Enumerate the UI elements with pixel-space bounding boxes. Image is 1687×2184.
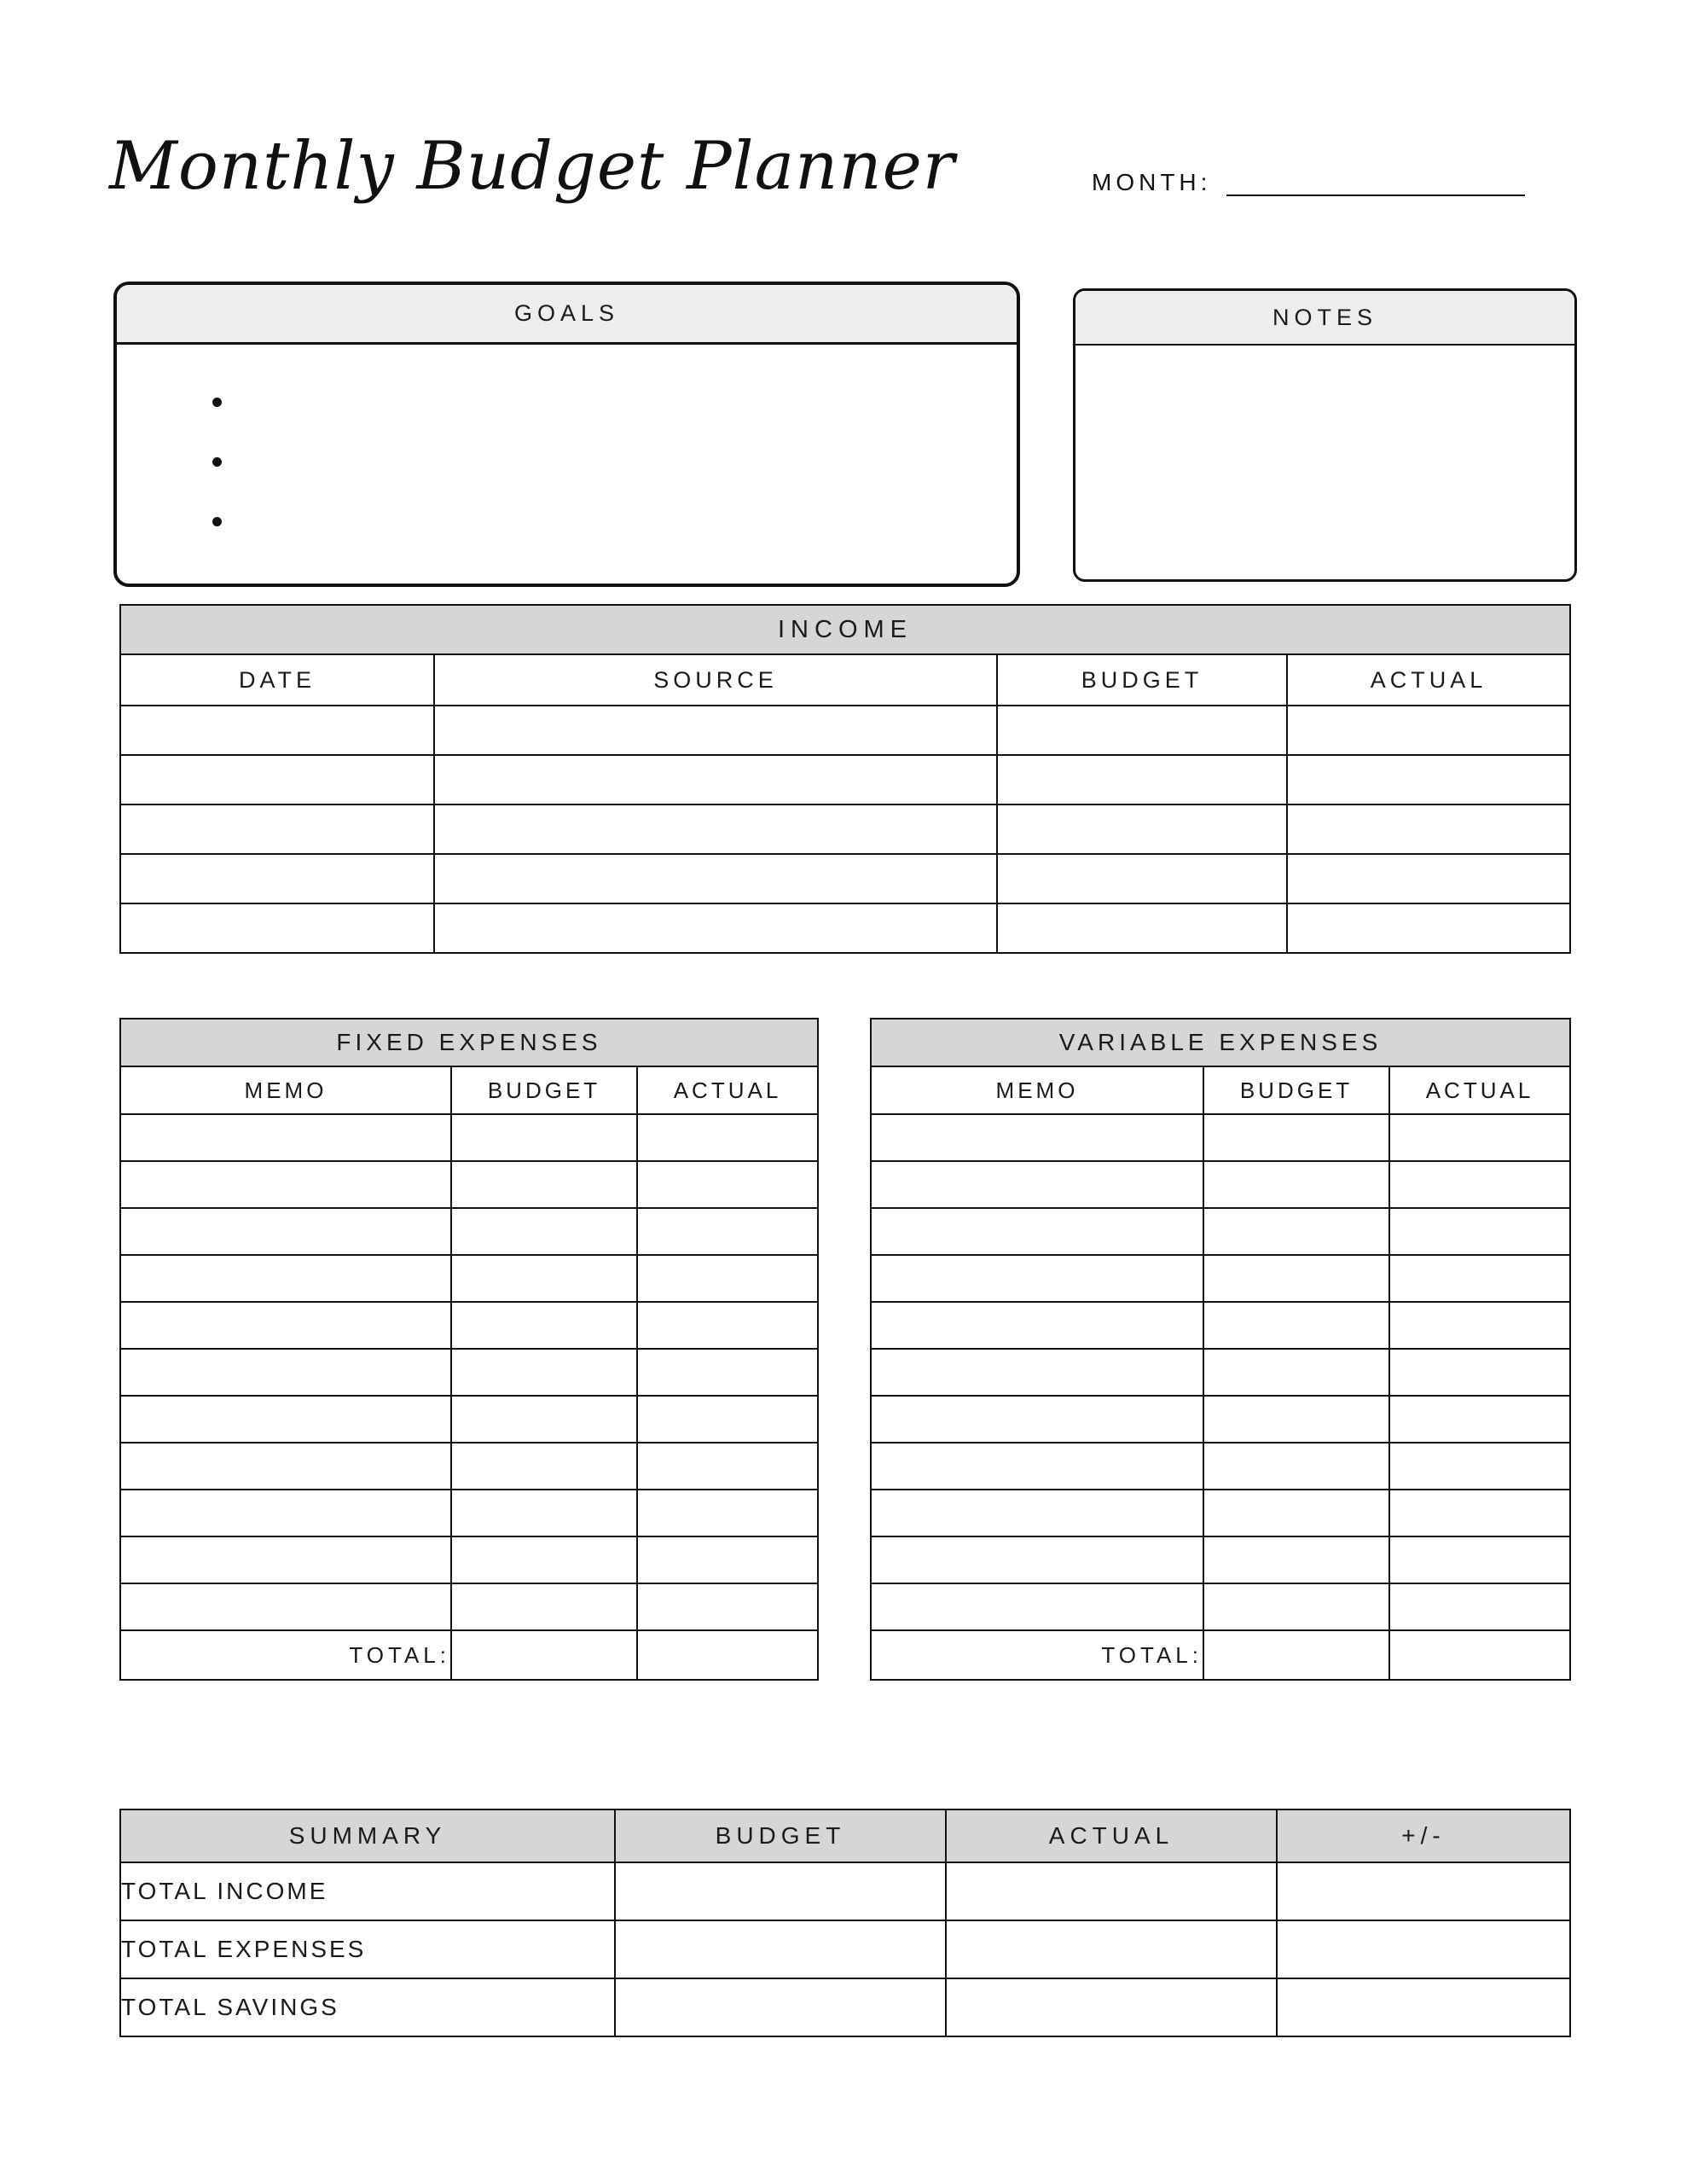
fixed-cell-actual[interactable]	[637, 1161, 818, 1208]
fixed-cell-budget[interactable]	[451, 1443, 637, 1490]
variable-expenses-banner: VARIABLE EXPENSES	[871, 1019, 1570, 1066]
income-cell-source[interactable]	[434, 706, 997, 755]
table-row	[871, 1349, 1570, 1396]
table-row	[120, 854, 1570, 903]
income-cell-actual[interactable]	[1287, 804, 1570, 854]
table-row	[120, 1443, 818, 1490]
bullet-icon	[212, 398, 222, 407]
table-row	[120, 1583, 818, 1630]
income-banner: INCOME	[120, 605, 1570, 654]
income-cell-date[interactable]	[120, 706, 434, 755]
fixed-cell-actual[interactable]	[637, 1114, 818, 1161]
variable-expenses-total-row	[871, 1630, 1570, 1680]
summary-cell-budget[interactable]	[615, 1920, 946, 1978]
fixed-cell-memo[interactable]	[120, 1536, 451, 1583]
summary-cell-budget[interactable]	[615, 1978, 946, 2036]
fixed-cell-memo[interactable]	[120, 1490, 451, 1536]
fixed-total-actual[interactable]	[637, 1630, 818, 1680]
fixed-cell-memo[interactable]	[120, 1208, 451, 1255]
variable-cell-budget[interactable]	[1203, 1255, 1389, 1302]
fixed-cell-budget[interactable]	[451, 1396, 637, 1443]
summary-cell-diff[interactable]	[1277, 1920, 1570, 1978]
fixed-cell-actual[interactable]	[637, 1396, 818, 1443]
variable-cell-actual[interactable]	[1389, 1302, 1570, 1349]
fixed-col-memo: MEMO	[120, 1066, 451, 1114]
variable-cell-memo[interactable]	[871, 1255, 1203, 1302]
income-cell-date[interactable]	[120, 804, 434, 854]
variable-expenses-table	[870, 1018, 1571, 1681]
goals-panel	[113, 282, 1020, 587]
variable-total-actual[interactable]	[1389, 1630, 1570, 1680]
fixed-cell-memo[interactable]	[120, 1114, 451, 1161]
income-col-budget: BUDGET	[997, 654, 1287, 706]
income-cell-budget[interactable]	[997, 804, 1287, 854]
variable-cell-budget[interactable]	[1203, 1396, 1389, 1443]
income-cell-source[interactable]	[434, 854, 997, 903]
table-row	[871, 1208, 1570, 1255]
summary-col-diff: +/-	[1277, 1809, 1570, 1862]
summary-cell-actual[interactable]	[946, 1920, 1277, 1978]
summary-cell-diff[interactable]	[1277, 1978, 1570, 2036]
table-row	[120, 1862, 1570, 1920]
income-cell-actual[interactable]	[1287, 755, 1570, 804]
notes-input[interactable]	[1075, 346, 1574, 567]
variable-col-actual: ACTUAL	[1389, 1066, 1570, 1114]
fixed-cell-memo[interactable]	[120, 1396, 451, 1443]
fixed-cell-budget[interactable]	[451, 1208, 637, 1255]
fixed-expenses-table	[119, 1018, 819, 1681]
income-col-actual: ACTUAL	[1287, 654, 1570, 706]
goals-list	[117, 345, 1017, 551]
fixed-cell-memo[interactable]	[120, 1583, 451, 1630]
income-header-row	[120, 654, 1570, 706]
fixed-cell-actual[interactable]	[637, 1490, 818, 1536]
variable-cell-budget[interactable]	[1203, 1490, 1389, 1536]
fixed-cell-actual[interactable]	[637, 1443, 818, 1490]
table-row	[871, 1396, 1570, 1443]
variable-cell-memo[interactable]	[871, 1114, 1203, 1161]
variable-cell-memo[interactable]	[871, 1443, 1203, 1490]
table-row	[871, 1302, 1570, 1349]
variable-expenses-banner-row	[871, 1019, 1570, 1066]
variable-cell-actual[interactable]	[1389, 1536, 1570, 1583]
variable-cell-budget[interactable]	[1203, 1161, 1389, 1208]
income-cell-date[interactable]	[120, 903, 434, 953]
fixed-cell-budget[interactable]	[451, 1255, 637, 1302]
table-row	[120, 1349, 818, 1396]
table-row	[120, 1490, 818, 1536]
table-row	[120, 1302, 818, 1349]
fixed-total-budget[interactable]	[451, 1630, 637, 1680]
income-cell-source[interactable]	[434, 903, 997, 953]
fixed-col-budget: BUDGET	[451, 1066, 637, 1114]
fixed-cell-actual[interactable]	[637, 1583, 818, 1630]
fixed-cell-memo[interactable]	[120, 1161, 451, 1208]
table-row	[871, 1443, 1570, 1490]
fixed-cell-budget[interactable]	[451, 1114, 637, 1161]
summary-col-actual: ACTUAL	[946, 1809, 1277, 1862]
summary-cell-actual[interactable]	[946, 1862, 1277, 1920]
fixed-cell-actual[interactable]	[637, 1536, 818, 1583]
variable-cell-budget[interactable]	[1203, 1443, 1389, 1490]
table-row	[871, 1255, 1570, 1302]
summary-col-budget: BUDGET	[615, 1809, 946, 1862]
variable-total-budget[interactable]	[1203, 1630, 1389, 1680]
table-row	[120, 1208, 818, 1255]
fixed-cell-actual[interactable]	[637, 1255, 818, 1302]
variable-cell-budget[interactable]	[1203, 1583, 1389, 1630]
fixed-cell-memo[interactable]	[120, 1349, 451, 1396]
income-cell-actual[interactable]	[1287, 903, 1570, 953]
summary-row-label: TOTAL EXPENSES	[120, 1920, 615, 1978]
variable-cell-memo[interactable]	[871, 1536, 1203, 1583]
variable-cell-actual[interactable]	[1389, 1443, 1570, 1490]
variable-cell-memo[interactable]	[871, 1583, 1203, 1630]
variable-cell-budget[interactable]	[1203, 1536, 1389, 1583]
variable-cell-memo[interactable]	[871, 1302, 1203, 1349]
fixed-cell-budget[interactable]	[451, 1490, 637, 1536]
summary-cell-actual[interactable]	[946, 1978, 1277, 2036]
month-field-group	[1092, 169, 1525, 196]
fixed-cell-budget[interactable]	[451, 1161, 637, 1208]
variable-total-label: TOTAL:	[871, 1630, 1203, 1680]
fixed-total-label: TOTAL:	[120, 1630, 451, 1680]
income-cell-date[interactable]	[120, 854, 434, 903]
table-row	[871, 1490, 1570, 1536]
table-row	[871, 1536, 1570, 1583]
income-col-source: SOURCE	[434, 654, 997, 706]
list-item[interactable]	[168, 372, 1017, 432]
income-cell-date[interactable]	[120, 755, 434, 804]
variable-expenses-header-row	[871, 1066, 1570, 1114]
page-title: Monthly Budget Planner	[109, 128, 956, 205]
table-row	[120, 1978, 1570, 2036]
summary-row-label: TOTAL INCOME	[120, 1862, 615, 1920]
summary-row-label: TOTAL SAVINGS	[120, 1978, 615, 2036]
variable-cell-memo[interactable]	[871, 1349, 1203, 1396]
income-cell-budget[interactable]	[997, 903, 1287, 953]
variable-cell-memo[interactable]	[871, 1161, 1203, 1208]
income-table	[119, 604, 1571, 954]
variable-cell-actual[interactable]	[1389, 1114, 1570, 1161]
variable-cell-memo[interactable]	[871, 1490, 1203, 1536]
notes-panel	[1073, 288, 1577, 582]
table-row	[120, 804, 1570, 854]
fixed-expenses-total-row	[120, 1630, 818, 1680]
table-row	[120, 1920, 1570, 1978]
fixed-cell-actual[interactable]	[637, 1208, 818, 1255]
summary-col-summary: SUMMARY	[120, 1809, 615, 1862]
month-label: MONTH:	[1092, 169, 1212, 195]
variable-cell-budget[interactable]	[1203, 1349, 1389, 1396]
variable-cell-budget[interactable]	[1203, 1114, 1389, 1161]
variable-cell-actual[interactable]	[1389, 1583, 1570, 1630]
fixed-expenses-banner: FIXED EXPENSES	[120, 1019, 818, 1066]
table-row	[120, 903, 1570, 953]
variable-cell-actual[interactable]	[1389, 1208, 1570, 1255]
income-col-date: DATE	[120, 654, 434, 706]
fixed-cell-memo[interactable]	[120, 1443, 451, 1490]
income-cell-actual[interactable]	[1287, 854, 1570, 903]
summary-cell-budget[interactable]	[615, 1862, 946, 1920]
income-cell-actual[interactable]	[1287, 706, 1570, 755]
notes-heading: NOTES	[1075, 291, 1574, 346]
fixed-cell-actual[interactable]	[637, 1349, 818, 1396]
table-row	[120, 755, 1570, 804]
page-header	[102, 128, 1586, 230]
fixed-cell-budget[interactable]	[451, 1302, 637, 1349]
fixed-cell-memo[interactable]	[120, 1255, 451, 1302]
variable-cell-actual[interactable]	[1389, 1490, 1570, 1536]
table-row	[120, 1255, 818, 1302]
goals-heading: GOALS	[117, 285, 1017, 345]
variable-cell-memo[interactable]	[871, 1208, 1203, 1255]
table-row	[871, 1114, 1570, 1161]
bullet-icon	[212, 517, 222, 526]
income-cell-source[interactable]	[434, 755, 997, 804]
list-item[interactable]	[168, 491, 1017, 551]
table-row	[871, 1161, 1570, 1208]
fixed-expenses-header-row	[120, 1066, 818, 1114]
bullet-icon	[212, 457, 222, 467]
summary-header-row	[120, 1809, 1570, 1862]
income-banner-row	[120, 605, 1570, 654]
table-row	[120, 1114, 818, 1161]
fixed-col-actual: ACTUAL	[637, 1066, 818, 1114]
fixed-cell-budget[interactable]	[451, 1349, 637, 1396]
variable-cell-budget[interactable]	[1203, 1302, 1389, 1349]
table-row	[120, 1396, 818, 1443]
table-row	[120, 1161, 818, 1208]
variable-cell-budget[interactable]	[1203, 1208, 1389, 1255]
summary-cell-diff[interactable]	[1277, 1862, 1570, 1920]
month-input[interactable]	[1226, 169, 1525, 196]
summary-table	[119, 1809, 1571, 2037]
variable-cell-memo[interactable]	[871, 1396, 1203, 1443]
income-cell-budget[interactable]	[997, 706, 1287, 755]
table-row	[120, 1536, 818, 1583]
variable-cell-actual[interactable]	[1389, 1349, 1570, 1396]
income-cell-source[interactable]	[434, 804, 997, 854]
table-row	[120, 706, 1570, 755]
fixed-cell-budget[interactable]	[451, 1536, 637, 1583]
fixed-cell-actual[interactable]	[637, 1302, 818, 1349]
variable-cell-actual[interactable]	[1389, 1396, 1570, 1443]
table-row	[871, 1583, 1570, 1630]
fixed-cell-memo[interactable]	[120, 1302, 451, 1349]
fixed-expenses-banner-row	[120, 1019, 818, 1066]
list-item[interactable]	[168, 432, 1017, 491]
variable-cell-actual[interactable]	[1389, 1255, 1570, 1302]
variable-col-memo: MEMO	[871, 1066, 1203, 1114]
variable-cell-actual[interactable]	[1389, 1161, 1570, 1208]
fixed-cell-budget[interactable]	[451, 1583, 637, 1630]
income-cell-budget[interactable]	[997, 755, 1287, 804]
income-cell-budget[interactable]	[997, 854, 1287, 903]
variable-col-budget: BUDGET	[1203, 1066, 1389, 1114]
